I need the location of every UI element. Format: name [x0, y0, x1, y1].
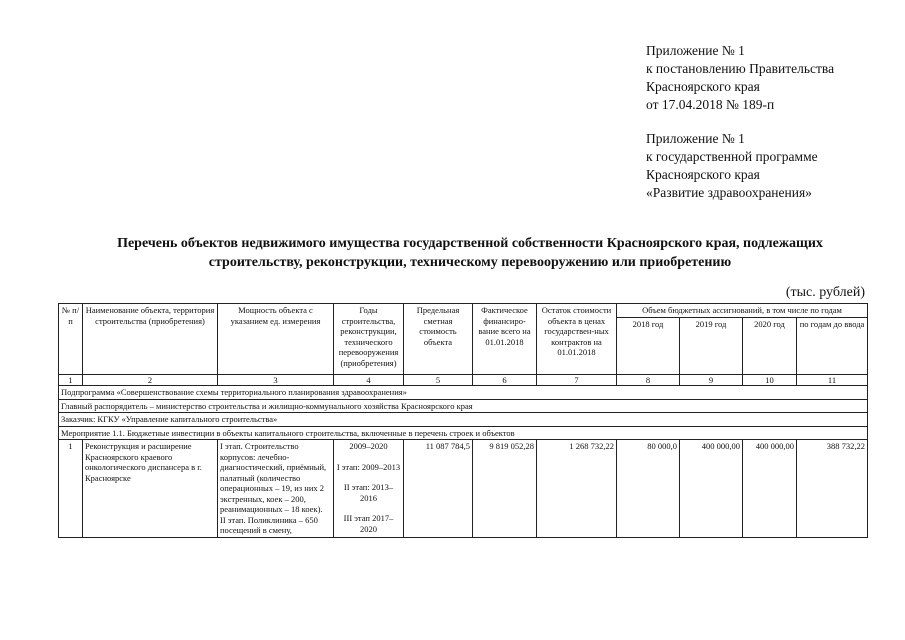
- appendix-to-resolution: [646, 42, 834, 114]
- appendix-line: Красноярского края: [646, 167, 760, 182]
- header-financed: Фактическое финансиро-вание всего на 01.01.2018: [473, 304, 537, 375]
- appendix-to-program: [646, 130, 818, 202]
- appendix-line: Приложение № 1: [646, 43, 745, 58]
- object-financed: 9 819 052,28: [473, 440, 537, 538]
- appendix-line: от 17.04.2018 № 189-п: [646, 97, 775, 112]
- object-capacity: [218, 440, 334, 538]
- document-title: [60, 234, 880, 272]
- budget-until-entry: 388 732,22: [797, 440, 868, 538]
- customer-row: Заказчик: КГКУ «Управление капитального строительства»: [59, 413, 868, 427]
- years-stage-1: I этап: 2009–2013: [336, 461, 401, 472]
- section-row: [59, 426, 868, 440]
- section-row: [59, 399, 868, 413]
- column-number: 2: [83, 374, 218, 386]
- table-row: [59, 440, 868, 538]
- appendix-line: к государственной программе: [646, 149, 818, 164]
- years-total: 2009–2020: [349, 441, 388, 451]
- object-years: [334, 440, 404, 538]
- manager-row: Главный распорядитель – министерство строительства и жилищно-коммунального хозяйства Красноярского края: [59, 399, 868, 413]
- column-number: 4: [334, 374, 404, 386]
- title-line: строительству, реконструкции, техническому перевооружению или приобретению: [208, 255, 732, 270]
- column-numbers-row: [59, 374, 868, 386]
- header-budget-group: Объем бюджетных ассигнований, в том числе по годам: [617, 304, 868, 318]
- budget-2019: 400 000,00: [680, 440, 743, 538]
- years-stage-2: II этап: 2013–2016: [343, 482, 394, 503]
- appendix-line: «Развитие здравоохранения»: [646, 185, 812, 200]
- header-cost: Предельная сметная стоимость объекта: [404, 304, 473, 375]
- table-header-row: [59, 304, 868, 318]
- title-line: Перечень объектов недвижимого имущества государственной собственности Красноярского края, подлежащих: [117, 236, 823, 251]
- column-number: 6: [473, 374, 537, 386]
- header-until-entry: по годам до ввода: [797, 317, 868, 374]
- column-number: 3: [218, 374, 334, 386]
- column-number: 11: [797, 374, 868, 386]
- header-name: Наименование объекта, территория строительства (приобретения): [83, 304, 218, 375]
- column-number: 5: [404, 374, 473, 386]
- column-number: 10: [743, 374, 797, 386]
- section-row: [59, 413, 868, 427]
- capacity-stage-1: I этап. Строительство корпусов: лечебно-диагностический, приёмный, палатный (количество операционных – 19, из них 2 экстренных, коек – 200, реанимационных – 18 коек).: [220, 441, 327, 514]
- object-cost: 11 087 784,5: [404, 440, 473, 538]
- units-label: (тыс. рублей): [785, 285, 865, 300]
- header-2018: 2018 год: [617, 317, 680, 374]
- measure-row: Мероприятие 1.1. Бюджетные инвестиции в объекты капитального строительства, включенные в перечень строек и объектов: [59, 426, 868, 440]
- column-number: 1: [59, 374, 83, 386]
- header-2020: 2020 год: [743, 317, 797, 374]
- column-number: 8: [617, 374, 680, 386]
- object-remainder: 1 268 732,22: [537, 440, 617, 538]
- header-capacity: Мощность объекта с указанием ед. измерения: [218, 304, 334, 375]
- subprogram-row: Подпрограмма «Совершенствование схемы территориального планирования здравоохранения»: [59, 386, 868, 400]
- header-years: Годы строительства, реконструкции, технического перевооружения (приобретения): [334, 304, 404, 375]
- appendix-line: Красноярского края: [646, 79, 760, 94]
- object-name: Реконструкция и расширение Красноярского краевого онкологического диспансера в г. Красноярске: [83, 440, 218, 538]
- budget-2018: 80 000,0: [617, 440, 680, 538]
- header-remainder: Остаток стоимости объекта в ценах государствен-ных контрактов на 01.01.2018: [537, 304, 617, 375]
- appendix-line: Приложение № 1: [646, 131, 745, 146]
- column-number: 9: [680, 374, 743, 386]
- header-num: № п/п: [59, 304, 83, 375]
- row-num: 1: [59, 440, 83, 538]
- capacity-stage-2: II этап. Поликлиника – 650 посещений в смену,: [220, 514, 318, 535]
- appendix-line: к постановлению Правительства: [646, 61, 835, 76]
- objects-table: [58, 303, 868, 538]
- section-row: [59, 386, 868, 400]
- years-stage-3: III этап 2017–2020: [343, 513, 394, 534]
- column-number: 7: [537, 374, 617, 386]
- budget-2020: 400 000,00: [743, 440, 797, 538]
- header-2019: 2019 год: [680, 317, 743, 374]
